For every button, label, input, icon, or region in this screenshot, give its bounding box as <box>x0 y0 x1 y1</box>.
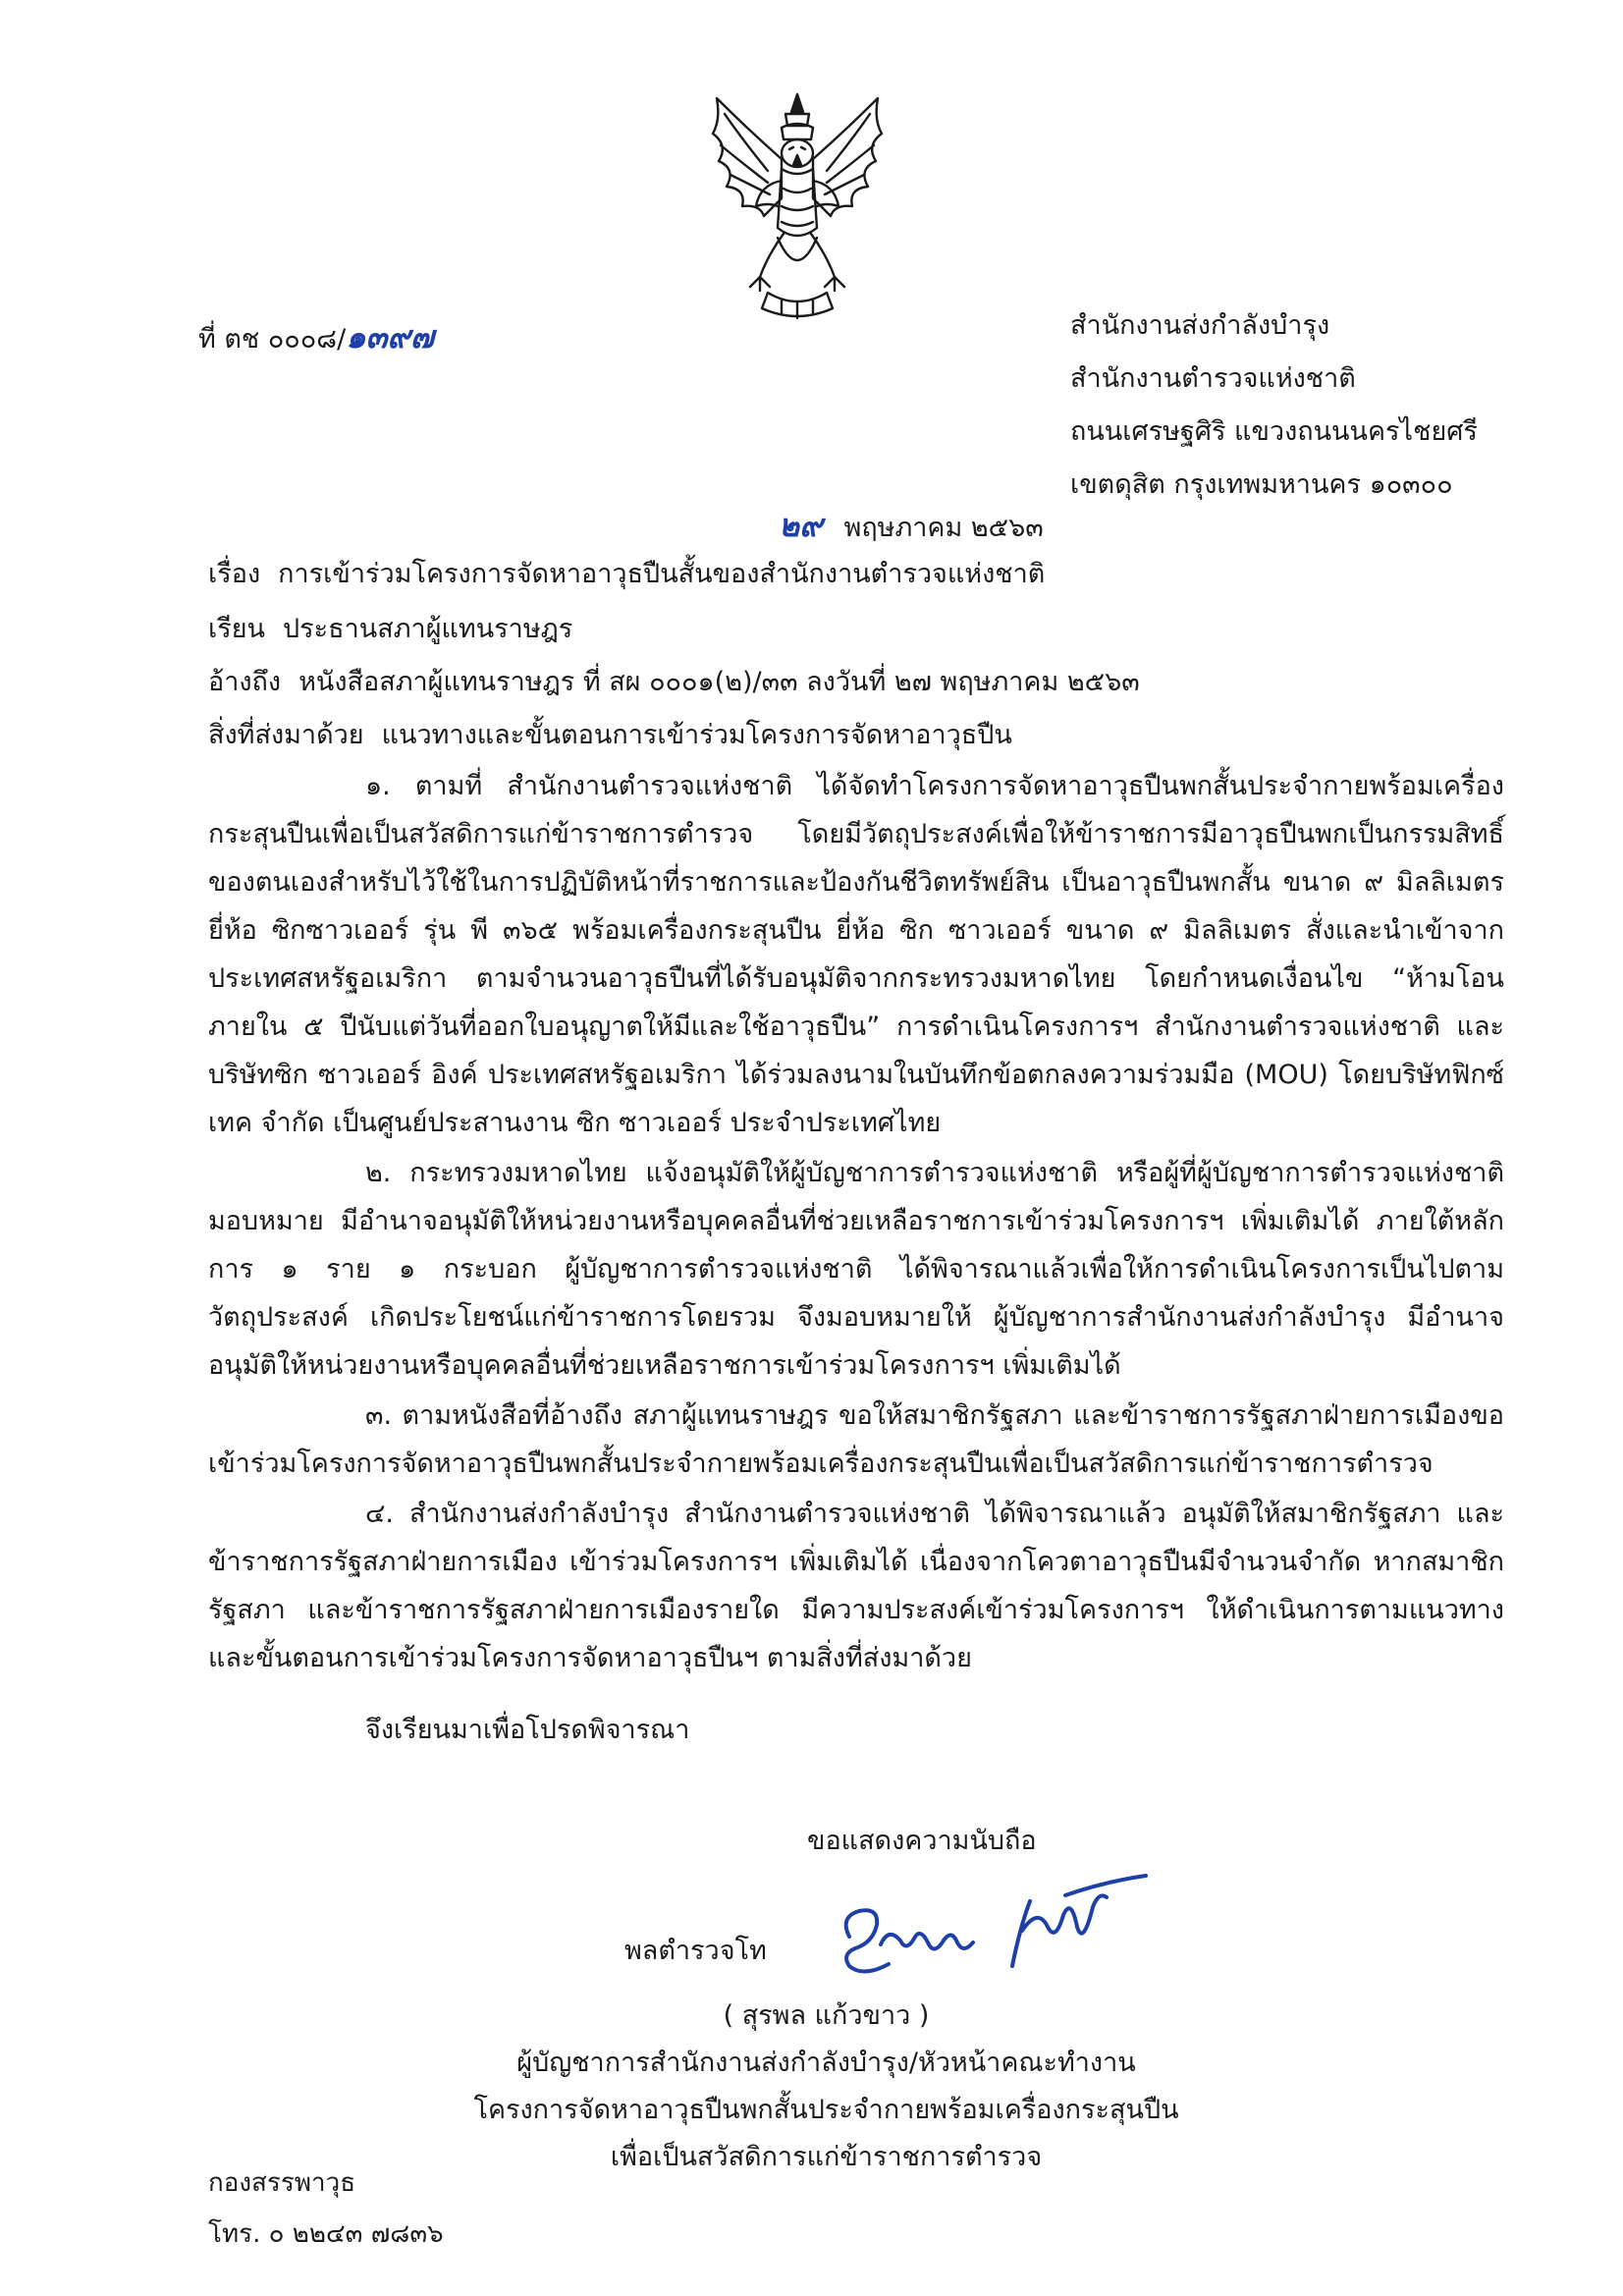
recipient-label: เรียน <box>208 614 266 644</box>
document-number-prefix: ที่ ตช ๐๐๐๘/ <box>198 324 347 355</box>
signer-name: ( สุรพล แก้วขาว ) <box>723 2000 930 2031</box>
subject-text: การเข้าร่วมโครงการจัดหาอาวุธปืนสั้นของสำนักงานตำรวจแห่งชาติ <box>278 559 1046 589</box>
enclosure-text: แนวทางและขั้นตอนการเข้าร่วมโครงการจัดหาอาวุธปืน <box>381 720 1012 750</box>
signer-title-2: โครงการจัดหาอาวุธปืนพกสั้นประจำกายพร้อมเครื่องกระสุนปืน <box>473 2095 1179 2125</box>
issuing-department: กองสรรพาวุธ <box>208 2168 356 2198</box>
signer-title-3: เพื่อเป็นสวัสดิการแก่ข้าราชการตำรวจ <box>610 2142 1043 2172</box>
garuda-emblem-icon <box>699 90 895 326</box>
sender-address <box>1070 300 1478 512</box>
handwritten-signature-icon <box>820 1868 1154 1995</box>
reference-text: หนังสือสภาผู้แทนราษฎร ที่ สผ ๐๐๐๑(๒)/๓๓ ลงวันที่ ๒๗ พฤษภาคม ๒๕๖๓ <box>298 667 1140 697</box>
document-date <box>779 501 1044 551</box>
subject-label: เรื่อง <box>208 559 261 589</box>
document-number-handwritten: ๑๓๙๗ <box>346 318 434 355</box>
enclosure-line <box>208 713 1012 755</box>
closing-line: จึงเรียนมาเพื่อโปรดพิจารณา <box>365 1715 690 1745</box>
enclosure-label: สิ่งที่ส่งมาด้วย <box>208 720 364 750</box>
date-month-year: พฤษภาคม ๒๕๖๓ <box>843 513 1044 543</box>
address-line: ถนนเศรษฐศิริ แขวงถนนนครไชยศรี <box>1070 416 1478 447</box>
body-paragraph-2: ๒. กระทรวงมหาดไทย แจ้งอนุมัติให้ผู้บัญชาการตำรวจแห่งชาติ หรือผู้ที่ผู้บัญชาการตำรวจแห่งชาติมอบหมาย มีอำนาจอนุมัติให้หน่วยงานหรือบุคคลอื่นที่ช่วยเหลือราชการเข้าร่วมโครงการฯ เพิ่มเติมได้ ภายใต้หลักการ ๑ ราย ๑ กระบอก ผู้บัญชาการตำรวจแห่งชาติ ได้พิจารณาแล้วเพื่อให้การดำเนินโครงการเป็นไปตามวัตถุประสงค์ เกิดประโยชน์แก่ข้าราชการโดยรวม จึงมอบหมายให้ ผู้บัญชาการสำนักงานส่งกำลังบำรุง มีอำนาจอนุมัติให้หน่วยงานหรือบุคคลอื่นที่ช่วยเหลือราชการเข้าร่วมโครงการฯ เพิ่มเติมได้ <box>208 1158 1504 1381</box>
date-day-handwritten: ๒๙ <box>779 507 823 544</box>
reference-label: อ้างถึง <box>208 667 282 697</box>
recipient-line <box>208 607 572 649</box>
contact-phone: โทร. ๐ ๒๒๔๓ ๗๘๓๖ <box>208 2219 444 2249</box>
body-paragraph-4: ๔. สำนักงานส่งกำลังบำรุง สำนักงานตำรวจแห่งชาติ ได้พิจารณาแล้ว อนุมัติให้สมาชิกรัฐสภา และข้าราชการรัฐสภาฝ่ายการเมือง เข้าร่วมโครงการฯ เพิ่มเติมได้ เนื่องจากโควตาอาวุธปืนมีจำนวนจำกัด หากสมาชิกรัฐสภา และข้าราชการรัฐสภาฝ่ายการเมืองรายใด มีความประสงค์เข้าร่วมโครงการฯ ให้ดำเนินการตามแนวทางและขั้นตอนการเข้าร่วมโครงการจัดหาอาวุธปืนฯ ตามสิ่งที่ส่งมาด้วย <box>208 1499 1504 1673</box>
recipient-text: ประธานสภาผู้แทนราษฎร <box>283 614 573 644</box>
address-line: สำนักงานตำรวจแห่งชาติ <box>1070 363 1356 394</box>
letter-body <box>208 762 1504 1756</box>
document-number <box>198 312 434 362</box>
body-paragraph-1: ๑. ตามที่ สำนักงานตำรวจแห่งชาติ ได้จัดทำโครงการจัดหาอาวุธปืนพกสั้นประจำกายพร้อมเครื่องกระสุนปืนเพื่อเป็นสวัสดิการแก่ข้าราชการตำรวจ โดยมีวัตถุประสงค์เพื่อให้ข้าราชการมีอาวุธปืนพกเป็นกรรมสิทธิ์ของตนเองสำหรับไว้ใช้ในการปฏิบัติหน้าที่ราชการและป้องกันชีวิตทรัพย์สิน เป็นอาวุธปืนพกสั้น ขนาด ๙ มิลลิเมตร ยี่ห้อ ซิกซาวเออร์ รุ่น พี ๓๖๕ พร้อมเครื่องกระสุนปืน ยี่ห้อ ซิก ซาวเออร์ ขนาด ๙ มิลลิเมตร สั่งและนำเข้าจากประเทศสหรัฐอเมริกา ตามจำนวนอาวุธปืนที่ได้รับอนุมัติจากกระทรวงมหาดไทย โดยกำหนดเงื่อนไข “ห้ามโอนภายใน ๕ ปีนับแต่วันที่ออกใบอนุญาตให้มีและใช้อาวุธปืน” การดำเนินโครงการฯ สำนักงานตำรวจแห่งชาติ และบริษัทซิก ซาวเออร์ อิงค์ ประเทศสหรัฐอเมริกา ได้ร่วมลงนามในบันทึกข้อตกลงความร่วมมือ (MOU) โดยบริษัทฟิกซ์เทค จำกัด เป็นศูนย์ประสานงาน ซิก ซาวเออร์ ประจำประเทศไทย <box>208 771 1504 1138</box>
regards-text: ขอแสดงความนับถือ <box>807 1826 1037 1856</box>
address-line: สำนักงานส่งกำลังบำรุง <box>1070 310 1330 341</box>
body-paragraph-3: ๓. ตามหนังสือที่อ้างถึง สภาผู้แทนราษฎร ขอให้สมาชิกรัฐสภา และข้าราชการรัฐสภาฝ่ายการเมืองขอเข้าร่วมโครงการจัดหาอาวุธปืนพกสั้นประจำกายพร้อมเครื่องกระสุนปืนเพื่อเป็นสวัสดิการแก่ข้าราชการตำรวจ <box>208 1400 1504 1479</box>
address-line: เขตดุสิต กรุงเทพมหานคร ๑๐๓๐๐ <box>1070 469 1453 500</box>
signer-rank: พลตำรวจโท <box>624 1936 767 1966</box>
subject-line <box>208 552 1045 594</box>
reference-line <box>208 660 1140 702</box>
signer-title-1: ผู้บัญชาการสำนักงานส่งกำลังบำรุง/หัวหน้าคณะทำงาน <box>516 2048 1136 2078</box>
signature-block <box>0 1819 1623 2192</box>
